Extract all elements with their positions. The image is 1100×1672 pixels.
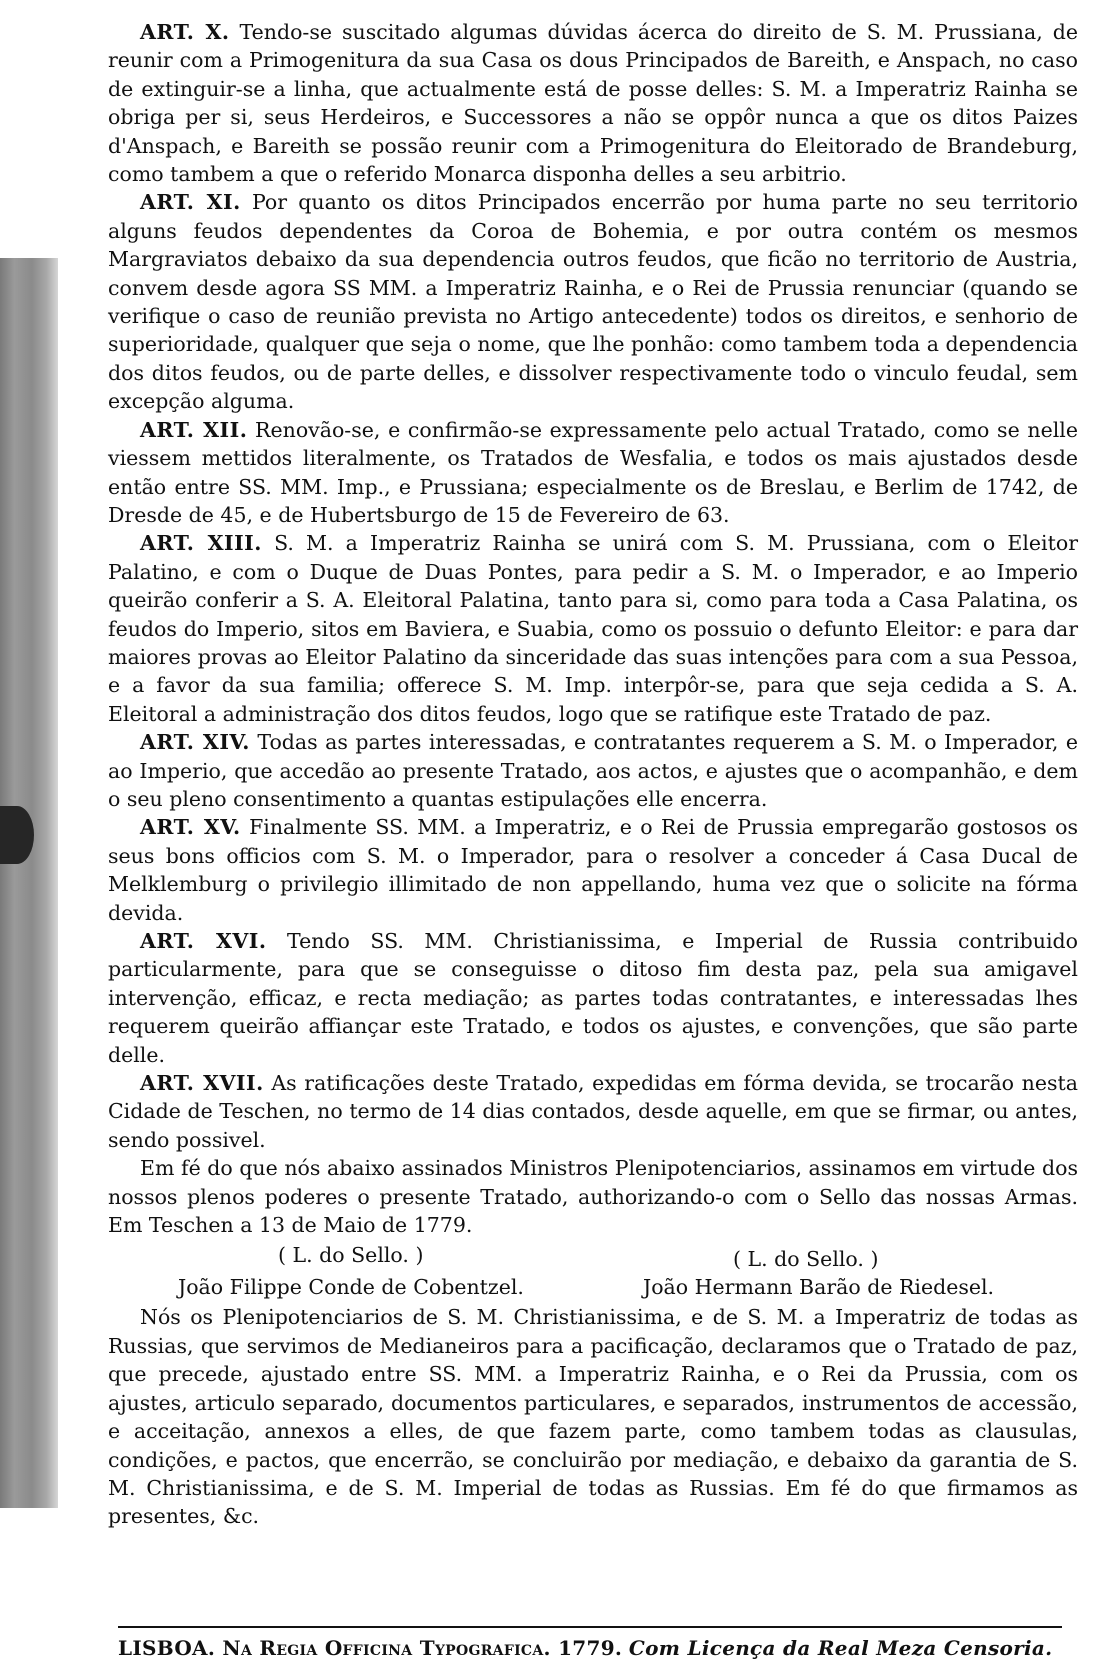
article-text: Por quanto os ditos Principados encerrão por huma parte no seu territorio alguns feudos dependentes da Coroa de Bohemia, e por outra contém os mesmos Margraviatos debaixo da sua dependencia outros feudos, que ficão no territorio de Austria, convem desde agora SS MM. a Imperatriz Rainha, e o Rei de Prussia renunciar (quando se verifique o caso de reunião prevista no Artigo antecedente) todos os direitos, e senhorio de superioridade, qualquer que seja o nome, que lhe ponhão: como tambem toda a dependencia dos ditos feudos, ou de parte delles, e dissolver respectivamente todo o vinculo feudal, sem excepção alguma. [108,190,1078,414]
article-xv [108,813,1078,927]
binding-hole [0,806,34,864]
article-heading: ART. XII. [140,417,248,442]
article-xiii [108,529,1078,728]
article-text: Tendo SS. MM. Christianissima, e Imperial de Russia contribuido particularmente, para que se conseguisse o ditoso fim desta paz, pela sua amigavel intervenção, efficaz, e recta mediação; as partes todas contratantes, e interessadas lhes requerem queirão affiançar este Tratado, e todos os ajustes, e convenções, que são parte delle. [108,929,1078,1067]
article-xii [108,416,1078,530]
seal-row [108,1241,1078,1271]
article-text: Finalmente SS. MM. a Imperatriz, e o Rei de Prussia empregarão gostosos os seus bons officios com S. M. o Imperador, para o resolver a conceder á Casa Ducal de Melklemburg o privilegio illimitado de non appellando, huma vez que o solicite na fórma devida. [108,815,1078,925]
article-heading: ART. XVII. [140,1071,264,1096]
book-spine-edge [0,258,58,1508]
article-heading: ART. XVI. [140,929,267,953]
article-text: S. M. a Imperatriz Rainha se unirá com S. M. Prussiana, com o Eleitor Palatino, e com o Duque de Duas Pontes, para pedir a S. M. o Imperador, e ao Imperio queirão conferir a S. A. Eleitoral Palatina, tanto para si, como para toda a Casa Palatina, os feudos do Imperio, sitos em Baviera, e Suabia, como os possuio o defunto Eleitor: e para dar maiores provas ao Eleitor Palatino da sinceridade das suas intenções para com a sua Pessoa, e a favor da sua familia; offerece S. M. Imp. interpôr-se, para que seja cedida a S. A. Eleitoral a administração dos ditos feudos, logo que se ratifique este Tratado de paz. [108,531,1078,726]
article-xvi [108,927,1078,1069]
article-text: Todas as partes interessadas, e contratantes requerem a S. M. o Imperador, e ao Imperio, que accedão ao presente Tratado, aos actos, e ajustes que o acompanhão, e dem o seu pleno consentimento a quantas estipulações elle encerra. [108,730,1078,811]
article-xi [108,188,1078,415]
signature-row [108,1271,1078,1303]
document-page [108,18,1078,1531]
seal-left: ( L. do Sello. ) [278,1243,424,1268]
colophon-publisher: LISBOA. Na Regia Officina Typografica. 1779. [118,1636,623,1660]
colophon-license: Com Licença da Real Meza Censoria. [628,1636,1053,1660]
closing-paragraph: Em fé do que nós abaixo assinados Ministros Plenipotenciarios, assinamos em virtude dos nossos plenos poderes o presente Tratado, authorizando-o com o Sello das nossas Armas. Em Teschen a 13 de Maio de 1779. [108,1156,1078,1238]
article-text: Renovão-se, e confirmão-se expressamente pelo actual Tratado, como se nelle viessem mettidos literalmente, os Tratados de Wesfalia, e todos os mais ajustados desde então entre SS. MM. Imp., e Prussiana; especialmente os de Breslau, e Berlim de 1742, de Dresde de 45, e de Hubertsburgo de 15 de Fevereiro de 63. [108,417,1078,527]
article-xvii [108,1069,1078,1154]
article-heading: ART. XIII. [140,531,262,556]
article-text: As ratificações deste Tratado, expedidas em fórma devida, se trocarão nesta Cidade de Teschen, no termo de 14 dias contados, desde aquelle, em que se firmar, ou antes, sendo possivel. [108,1071,1078,1152]
colophon [118,1626,1062,1660]
article-x [108,18,1078,188]
article-text: Tendo-se suscitado algumas dúvidas ácerca do direito de S. M. Prussiana, de reunir com a Primogenitura da sua Casa os dous Principados de Bareith, e Anspach, no caso de extinguir-se a linha, que actualmente está de posse delles: S. M. a Imperatriz Rainha se obriga per si, seus Herdeiros, e Successores a não se oppôr nunca a que os ditos Paizes d'Anspach, e Bareith se possão reunir com a Primogenitura do Eleitorado de Brandeburg, como tambem a que o referido Monarca disponha delles a seu arbitrio. [108,20,1078,187]
signatory-left: João Filippe Conde de Cobentzel. [178,1275,524,1300]
article-heading: ART. XIV. [140,730,250,755]
article-heading: ART. XV. [140,815,241,840]
article-heading: ART. X. [140,20,230,44]
signatory-right: João Hermann Barão de Riedesel. [643,1275,995,1300]
seal-right: ( L. do Sello. ) [733,1247,879,1272]
mediators-declaration: Nós os Plenipotenciarios de S. M. Christianissima, e de S. M. a Imperatriz de todas as Russias, que servimos de Medianeiros para a pacificação, declaramos que o Tratado de paz, que precede, ajustado entre SS. MM. a Imperatriz Rainha, e o Rei da Prussia, com os ajustes, articulo separado, documentos particulares, e separados, instrumentos de accessão, e acceitação, annexos a elles, de que fazem parte, como tambem todas as clausulas, condições, e pactos, que encerrão, se concluirão por mediação, e debaixo da garantia de S. M. Christianissima, e de S. M. Imperial de todas as Russias. Em fé do que firmamos as presentes, &c. [108,1305,1078,1529]
article-heading: ART. XI. [140,190,241,215]
article-xiv [108,728,1078,813]
